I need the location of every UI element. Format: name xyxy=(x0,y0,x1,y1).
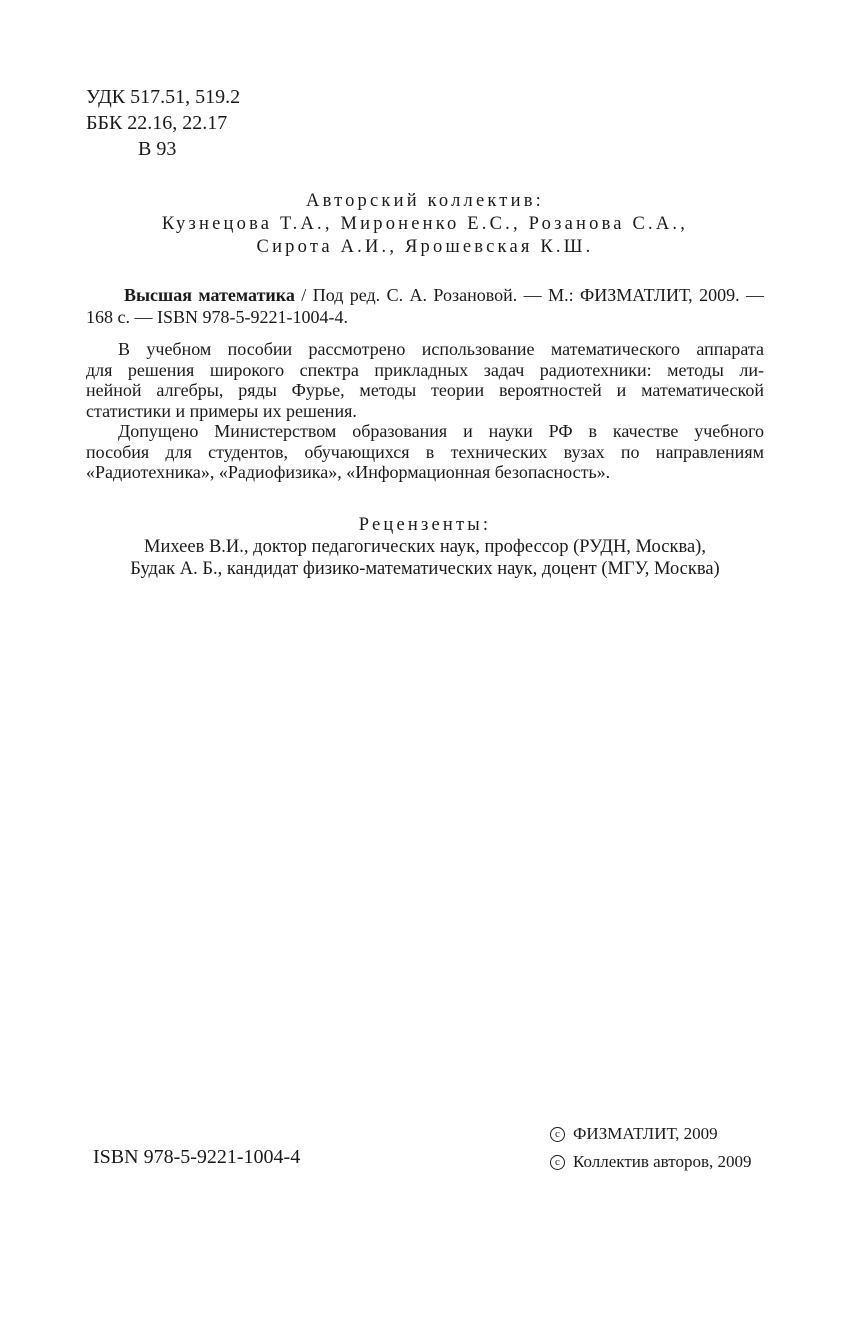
reviewer-1: Михеев В.И., доктор педагогических наук, профессор (РУДН, Москва), xyxy=(144,537,706,557)
annotation xyxy=(86,339,764,483)
reviewers-block xyxy=(86,514,764,580)
copyright-holder-authors: Коллектив авторов, 2009 xyxy=(573,1152,752,1171)
annotation-line: «Радиотехника», «Радиофизика», «Информационная безопасность». xyxy=(86,462,611,482)
copyright-line-1 xyxy=(550,1120,752,1148)
copyright-block xyxy=(550,1120,752,1176)
copyright-icon: c xyxy=(550,1155,565,1170)
annotation-line: Допущено Министерством образования и науки РФ в качестве учебного xyxy=(118,421,764,441)
annotation-line: для решения широкого спектра прикладных задач радиотехники: методы ли- xyxy=(86,359,764,380)
copyright-holder-publisher: ФИЗМАТЛИТ, 2009 xyxy=(573,1124,718,1143)
annotation-paragraph-2 xyxy=(86,421,764,483)
classification-block xyxy=(86,84,240,162)
reviewer-2: Будак А. Б., кандидат физико-математических наук, доцент (МГУ, Москва) xyxy=(130,559,720,579)
bibliographic-record xyxy=(86,284,764,328)
bbk-code: ББК 22.16, 22.17 xyxy=(86,112,228,134)
annotation-paragraph-1 xyxy=(86,339,764,421)
bibliographic-details: / Под ред. С. А. Розановой. — М.: ФИЗМАТЛИТ, 2009. — 168 с. — ISBN 978-5-9221-1004-4. xyxy=(86,285,764,327)
isbn-number: ISBN 978-5-9221-1004-4 xyxy=(93,1146,301,1168)
annotation-line: статистики и примеры их решения. xyxy=(86,400,357,421)
annotation-line: нейной алгебры, ряды Фурье, методы теории вероятностей и математической xyxy=(86,380,764,400)
udk-code: УДК 517.51, 519.2 xyxy=(86,86,241,108)
copyright-line-2 xyxy=(550,1148,752,1176)
reviewers-heading: Рецензенты: xyxy=(358,515,492,535)
book-title: Высшая математика xyxy=(124,285,295,305)
authors-line-1: Кузнецова Т.А., Мироненко Е.С., Розанова С.А., xyxy=(161,214,689,234)
author-mark: В 93 xyxy=(138,138,177,160)
authors-heading: Авторский коллектив: xyxy=(306,191,544,211)
copyright-icon: c xyxy=(550,1127,565,1142)
annotation-line: пособия для студентов, обучающихся в технических вузах по направлениям xyxy=(86,441,764,462)
authors-block xyxy=(86,190,764,259)
authors-line-2: Сирота А.И., Ярошевская К.Ш. xyxy=(256,237,594,257)
annotation-line: В учебном пособии рассмотрено использование математического аппарата xyxy=(118,339,764,359)
